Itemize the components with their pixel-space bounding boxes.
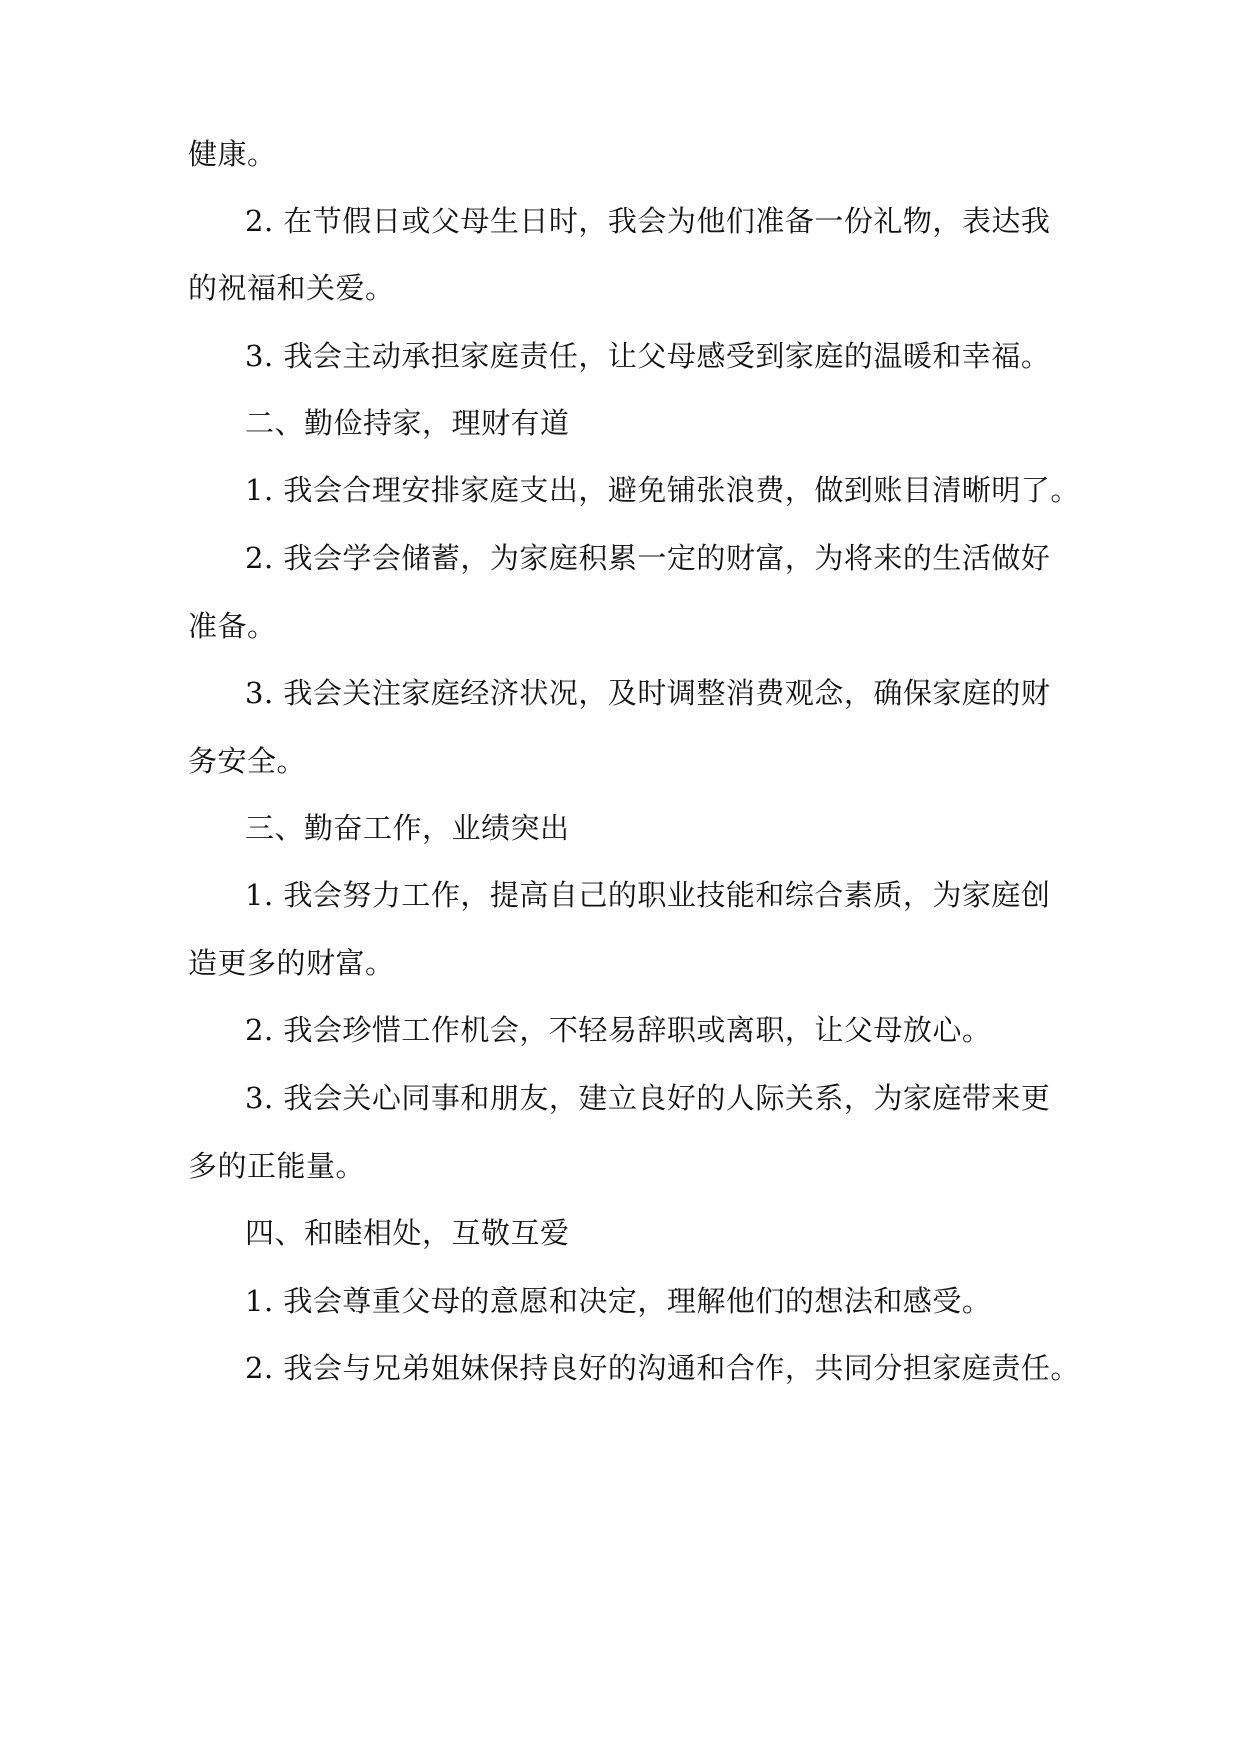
section-heading: 三、勤奋工作，业绩突出 [245,811,570,845]
section-heading: 二、勤俭持家，理财有道 [245,406,570,440]
text-line: 务安全。 [188,744,307,778]
list-item: 2. 我会珍惜工作机会，不轻易辞职或离职，让父母放心。 [245,1013,992,1047]
list-item: 3. 我会关心同事和朋友，建立良好的人际关系，为家庭带来更 [245,1081,1051,1115]
list-item: 3. 我会关注家庭经济状况，及时调整消费观念，确保家庭的财 [245,676,1051,710]
list-item: 2. 我会与兄弟姐妹保持良好的沟通和合作，共同分担家庭责任。 [245,1351,1080,1385]
list-item: 2. 在节假日或父母生日时，我会为他们准备一份礼物，表达我 [245,204,1051,238]
text-line: 造更多的财富。 [188,946,395,980]
list-item: 1. 我会尊重父母的意愿和决定，理解他们的想法和感受。 [245,1284,992,1318]
list-item: 3. 我会主动承担家庭责任，让父母感受到家庭的温暖和幸福。 [245,339,1051,373]
text-line: 健康。 [188,137,277,171]
text-line: 准备。 [188,609,277,643]
list-item: 2. 我会学会储蓄，为家庭积累一定的财富，为将来的生活做好 [245,541,1051,575]
list-item: 1. 我会努力工作，提高自己的职业技能和综合素质，为家庭创 [245,878,1051,912]
text-line: 多的正能量。 [188,1149,366,1183]
section-heading: 四、和睦相处，互敬互爱 [245,1216,570,1250]
text-line: 的祝福和关爱。 [188,271,395,305]
list-item: 1. 我会合理安排家庭支出，避免铺张浪费，做到账目清晰明了。 [245,473,1080,507]
